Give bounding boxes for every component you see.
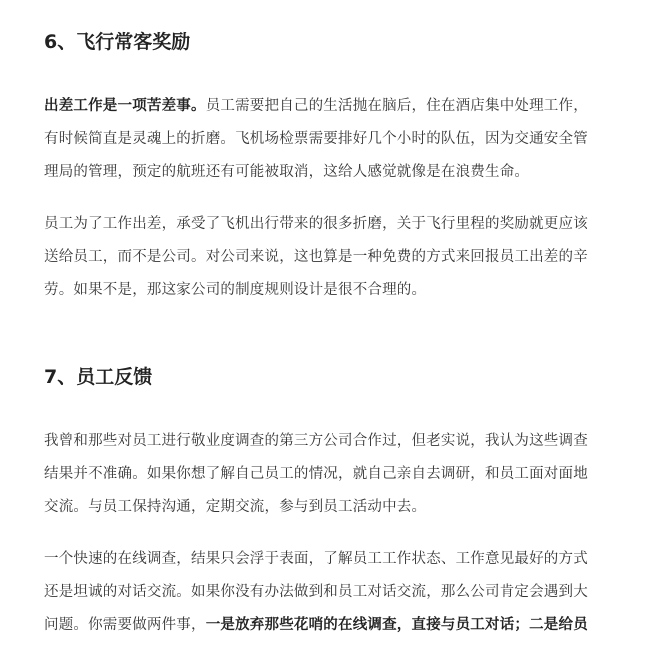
text-span: 问题。你需要做两件事， (44, 617, 206, 633)
section-heading-7: 7、员工反馈 (44, 366, 153, 388)
paragraph-online-survey (44, 543, 620, 642)
paragraph-line (44, 90, 620, 123)
paragraph-line (44, 609, 620, 642)
paragraph-line: 有时候简直是灵魂上的折磨。飞机场检票需要排好几个小时的队伍，因为交通安全管 (44, 131, 588, 147)
paragraph-flight-rewards (44, 208, 620, 307)
text-span: 员工需要把自己的生活抛在脑后，住在酒店集中处理工作， (205, 98, 588, 114)
paragraph-line: 送给员工，而不是公司。对公司来说，这也算是一种免费的方式来回报员工出差的辛 (44, 249, 588, 265)
bold-recommendation: 一是放弃那些花哨的在线调查，直接与员工对话；二是给员 (205, 617, 588, 633)
paragraph-line: 还是坦诚的对话交流。如果你没有办法做到和员工对话交流，那么公司肯定会遇到大 (44, 584, 588, 600)
paragraph-line: 理局的管理，预定的航班还有可能被取消，这给人感觉就像是在浪费生命。 (44, 164, 530, 180)
section-heading-6: 6、飞行常客奖励 (44, 31, 191, 53)
paragraph-line: 我曾和那些对员工进行敬业度调查的第三方公司合作过，但老实说，我认为这些调查 (44, 433, 588, 449)
paragraph-business-travel (44, 90, 620, 189)
paragraph-line: 员工为了工作出差，承受了飞机出行带来的很多折磨，关于飞行里程的奖励就更应该 (44, 216, 588, 232)
bold-lead-sentence: 出差工作是一项苦差事。 (44, 98, 206, 114)
paragraph-engagement-survey (44, 425, 620, 524)
paragraph-line: 交流。与员工保持沟通，定期交流，参与到员工活动中去。 (44, 499, 427, 515)
paragraph-line: 劳。如果不是，那这家公司的制度规则设计是很不合理的。 (44, 282, 427, 298)
paragraph-line: 一个快速的在线调查，结果只会浮于表面，了解员工工作状态、工作意见最好的方式 (44, 551, 588, 567)
paragraph-line: 结果并不准确。如果你想了解自己员工的情况，就自己亲自去调研，和员工面对面地 (44, 466, 588, 482)
